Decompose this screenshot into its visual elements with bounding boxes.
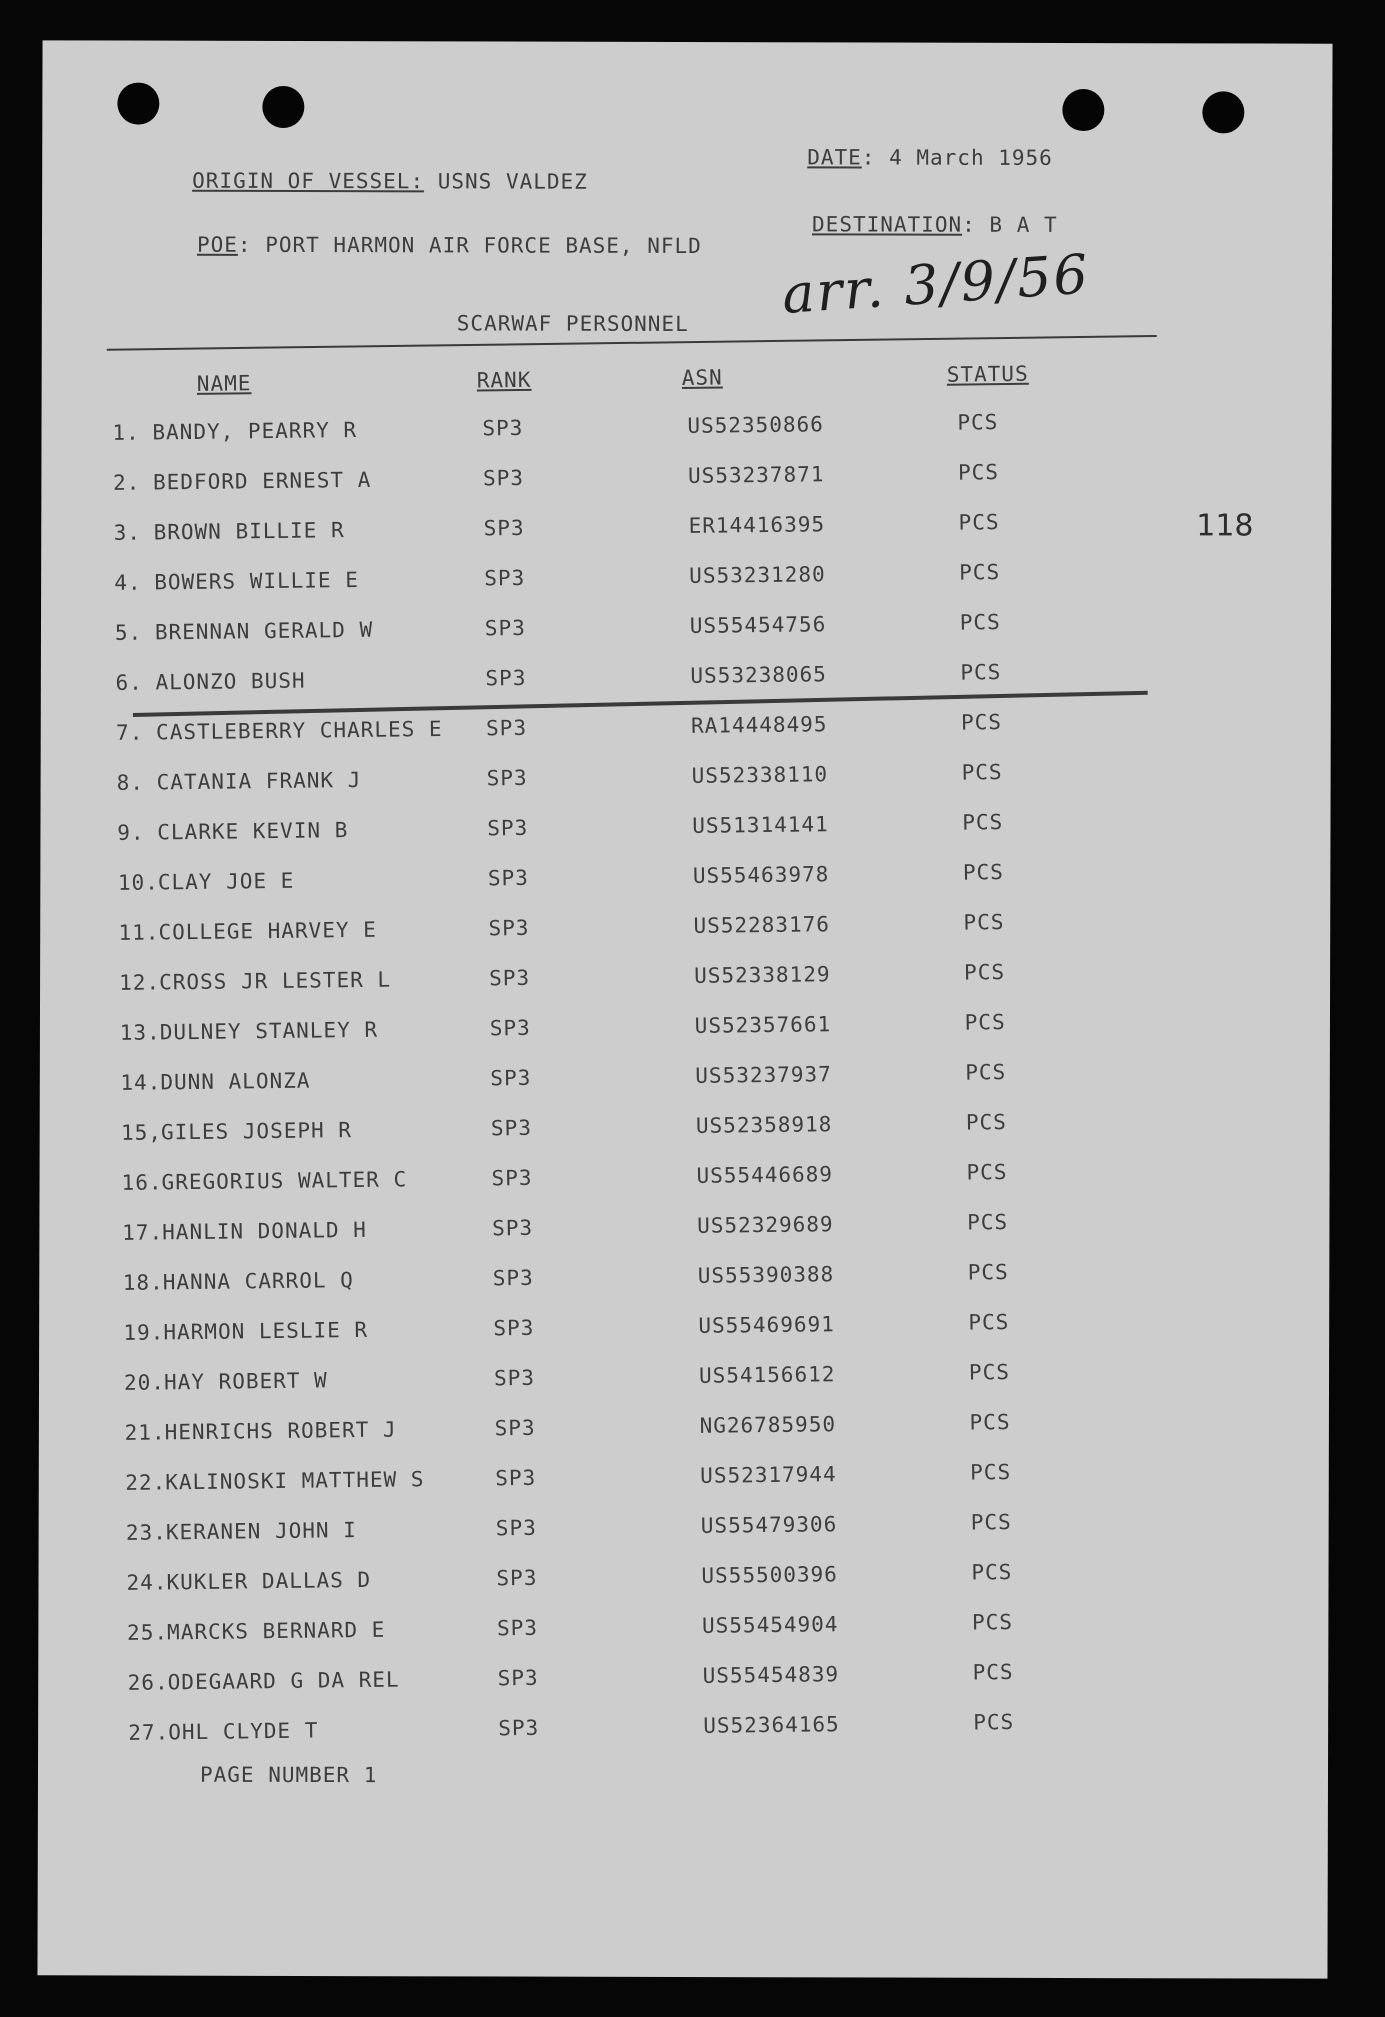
row-rank: SP3 xyxy=(492,1265,534,1291)
row-number: 22. xyxy=(125,1470,167,1495)
row-asn: US52358918 xyxy=(695,1112,833,1138)
row-number: 1. xyxy=(112,420,140,445)
row-name: GILES JOSEPH R xyxy=(160,1118,353,1145)
vessel-value: USNS VALDEZ xyxy=(437,169,588,194)
row-rank: SP3 xyxy=(488,915,530,941)
row-name: ALONZO BUSH xyxy=(155,668,306,695)
vessel-label: ORIGIN OF VESSEL: xyxy=(192,168,425,194)
row-asn: US52329689 xyxy=(697,1212,834,1238)
row-name: HENRICHS ROBERT J xyxy=(164,1417,397,1445)
row-asn: US55454756 xyxy=(689,612,827,638)
row-status: PCS xyxy=(973,1710,1015,1735)
row-asn: US55390388 xyxy=(697,1262,835,1288)
row-name: KALINOSKI MATTHEW S xyxy=(165,1467,425,1495)
row-asn: US52317944 xyxy=(700,1462,837,1488)
date-label: DATE xyxy=(807,145,862,170)
row-rank: SP3 xyxy=(498,1715,540,1741)
row-number: 18. xyxy=(122,1270,164,1295)
date-line: DATE: 4 March 1956 xyxy=(807,145,1053,170)
row-status: PCS xyxy=(960,660,1002,685)
row-rank: SP3 xyxy=(487,865,529,891)
row-asn: US53237937 xyxy=(695,1062,832,1088)
row-number: 7. xyxy=(115,720,144,745)
row-asn: US52350866 xyxy=(687,412,824,438)
page-number: 118 xyxy=(1196,508,1254,544)
row-name: GREGORIUS WALTER C xyxy=(161,1167,408,1195)
row-name: HARMON LESLIE R xyxy=(163,1317,369,1345)
row-number: 16. xyxy=(121,1170,163,1195)
row-asn: US55446689 xyxy=(696,1162,834,1188)
row-rank: SP3 xyxy=(491,1165,533,1191)
row-name: BEDFORD ERNEST A xyxy=(152,467,372,495)
row-status: PCS xyxy=(965,1060,1007,1085)
row-number: 5. xyxy=(114,620,143,645)
row-number: 13. xyxy=(119,1020,161,1045)
row-rank: SP3 xyxy=(494,1415,536,1441)
row-number: 19. xyxy=(123,1320,165,1345)
row-status: PCS xyxy=(970,1510,1012,1535)
row-rank: SP3 xyxy=(482,415,524,441)
row-asn: US52283176 xyxy=(693,912,831,938)
row-status: PCS xyxy=(959,610,1001,635)
row-status: PCS xyxy=(960,710,1003,735)
row-name: CATANIA FRANK J xyxy=(156,767,362,795)
row-rank: SP3 xyxy=(495,1515,537,1541)
row-name: BOWERS WILLIE E xyxy=(154,567,360,595)
row-name: KUKLER DALLAS D xyxy=(166,1567,372,1595)
row-name: CLARKE KEVIN B xyxy=(157,818,349,845)
personnel-table xyxy=(38,26,1352,1977)
row-status: PCS xyxy=(967,1260,1009,1285)
row-number: 10. xyxy=(117,870,160,895)
column-header-name: NAME xyxy=(196,371,252,396)
row-number: 20. xyxy=(123,1370,166,1395)
row-asn: NG26785950 xyxy=(699,1412,837,1438)
destination-label: DESTINATION xyxy=(812,212,963,237)
row-rank: SP3 xyxy=(486,765,528,791)
row-number: 24. xyxy=(126,1570,168,1595)
row-status: PCS xyxy=(959,560,1001,585)
document-page xyxy=(37,40,1332,1978)
row-status: PCS xyxy=(971,1560,1013,1585)
row-status: PCS xyxy=(968,1310,1010,1335)
row-number: 4. xyxy=(114,570,142,595)
row-name: HANNA CARROL Q xyxy=(162,1268,354,1295)
row-asn: US52364165 xyxy=(703,1712,840,1738)
row-asn: US53238065 xyxy=(690,662,828,688)
row-number: 9. xyxy=(117,820,145,845)
column-header-status: STATUS xyxy=(946,361,1029,387)
row-number: 8. xyxy=(116,770,145,795)
row-number: 11. xyxy=(118,920,160,945)
row-number: 27. xyxy=(128,1720,170,1745)
row-status: PCS xyxy=(957,460,1000,485)
row-number: 21. xyxy=(124,1420,166,1445)
row-name: DUNN ALONZA xyxy=(160,1068,311,1095)
row-name: KERANEN JOHN I xyxy=(165,1518,358,1545)
row-rank: SP3 xyxy=(493,1315,535,1341)
row-asn: US52357661 xyxy=(694,1012,832,1038)
row-rank: SP3 xyxy=(490,1115,533,1141)
row-status: PCS xyxy=(957,410,999,435)
row-number: 3. xyxy=(113,520,142,545)
row-asn: US53231280 xyxy=(689,562,826,588)
row-number: 2. xyxy=(112,470,141,495)
row-rank: SP3 xyxy=(497,1665,539,1691)
row-name: CROSS JR LESTER L xyxy=(159,967,392,995)
row-name: BROWN BILLIE R xyxy=(153,518,345,545)
handwritten-arrival-note: arr. 3/9/56 xyxy=(780,242,1092,326)
section-title: SCARWAF PERSONNEL xyxy=(456,311,689,337)
poe-line: POE: PORT HARMON AIR FORCE BASE, NFLD xyxy=(196,232,702,259)
poe-label: POE xyxy=(196,232,238,257)
row-number: 15, xyxy=(120,1120,163,1145)
row-number: 26. xyxy=(127,1670,169,1695)
row-status: PCS xyxy=(969,1410,1011,1435)
row-status: PCS xyxy=(965,1110,1008,1135)
row-name: BANDY, PEARRY R xyxy=(152,417,358,445)
row-name: MARCKS BERNARD E xyxy=(166,1617,386,1645)
row-name: ODEGAARD G DA REL xyxy=(167,1667,400,1695)
row-number: 25. xyxy=(126,1620,169,1645)
row-number: 23. xyxy=(125,1520,167,1545)
row-rank: SP3 xyxy=(490,1065,532,1091)
row-rank: SP3 xyxy=(492,1215,534,1241)
row-status: PCS xyxy=(970,1460,1012,1485)
row-number: 17. xyxy=(122,1220,164,1245)
row-rank: SP3 xyxy=(484,565,526,591)
row-asn: US53237871 xyxy=(687,462,825,488)
row-asn: US55469691 xyxy=(698,1312,835,1338)
row-rank: SP3 xyxy=(495,1465,537,1491)
column-header-asn: ASN xyxy=(681,365,723,390)
row-asn: US52338110 xyxy=(691,762,829,788)
row-number: 14. xyxy=(120,1070,162,1095)
row-status: PCS xyxy=(966,1210,1009,1235)
row-asn: ER14416395 xyxy=(688,512,826,538)
row-asn: US51314141 xyxy=(692,812,829,838)
row-rank: SP3 xyxy=(496,1615,539,1641)
row-status: PCS xyxy=(963,910,1005,935)
page-footer: PAGE NUMBER 1 xyxy=(199,1762,378,1788)
row-status: PCS xyxy=(958,510,1000,535)
row-name: CASTLEBERRY CHARLES E xyxy=(155,716,443,745)
destination-value: B A T xyxy=(989,212,1058,237)
row-status: PCS xyxy=(966,1160,1008,1185)
row-name: CLAY JOE E xyxy=(157,868,295,895)
row-status: PCS xyxy=(971,1610,1014,1635)
row-rank: SP3 xyxy=(483,515,525,541)
row-asn: RA14448495 xyxy=(690,712,828,738)
row-rank: SP3 xyxy=(487,815,529,841)
row-number: 12. xyxy=(119,970,161,995)
row-name: HANLIN DONALD H xyxy=(162,1217,367,1245)
row-name: COLLEGE HARVEY E xyxy=(158,917,377,945)
row-asn: US52338129 xyxy=(693,962,831,988)
row-status: PCS xyxy=(962,810,1004,835)
row-status: PCS xyxy=(972,1660,1014,1685)
row-asn: US55500396 xyxy=(701,1562,839,1588)
row-asn: US55454839 xyxy=(702,1662,840,1688)
row-status: PCS xyxy=(964,1010,1006,1035)
row-rank: SP3 xyxy=(482,465,525,491)
row-status: PCS xyxy=(963,960,1006,985)
row-name: HAY ROBERT W xyxy=(163,1368,328,1395)
row-rank: SP3 xyxy=(484,615,526,641)
row-rank: SP3 xyxy=(489,1015,531,1041)
row-name: OHL CLYDE T xyxy=(168,1718,319,1745)
row-name: BRENNAN GERALD W xyxy=(154,617,374,645)
row-rank: SP3 xyxy=(493,1365,536,1391)
row-asn: US55463978 xyxy=(692,862,830,888)
row-asn: US54156612 xyxy=(698,1362,836,1388)
row-rank: SP3 xyxy=(496,1565,538,1591)
row-status: PCS xyxy=(968,1360,1011,1385)
column-header-rank: RANK xyxy=(476,367,532,393)
row-asn: US55454904 xyxy=(701,1612,839,1638)
row-status: PCS xyxy=(962,860,1004,885)
row-asn: US55479306 xyxy=(700,1512,838,1538)
row-rank: SP3 xyxy=(485,715,528,741)
destination-line: DESTINATION: B A T xyxy=(812,212,1058,237)
row-rank: SP3 xyxy=(488,965,531,991)
row-rank: SP3 xyxy=(485,665,527,691)
poe-value: PORT HARMON AIR FORCE BASE, NFLD xyxy=(265,232,702,259)
row-number: 6. xyxy=(115,670,143,695)
date-value: 4 March 1956 xyxy=(889,145,1053,170)
row-status: PCS xyxy=(961,760,1003,785)
row-name: DULNEY STANLEY R xyxy=(159,1017,379,1045)
